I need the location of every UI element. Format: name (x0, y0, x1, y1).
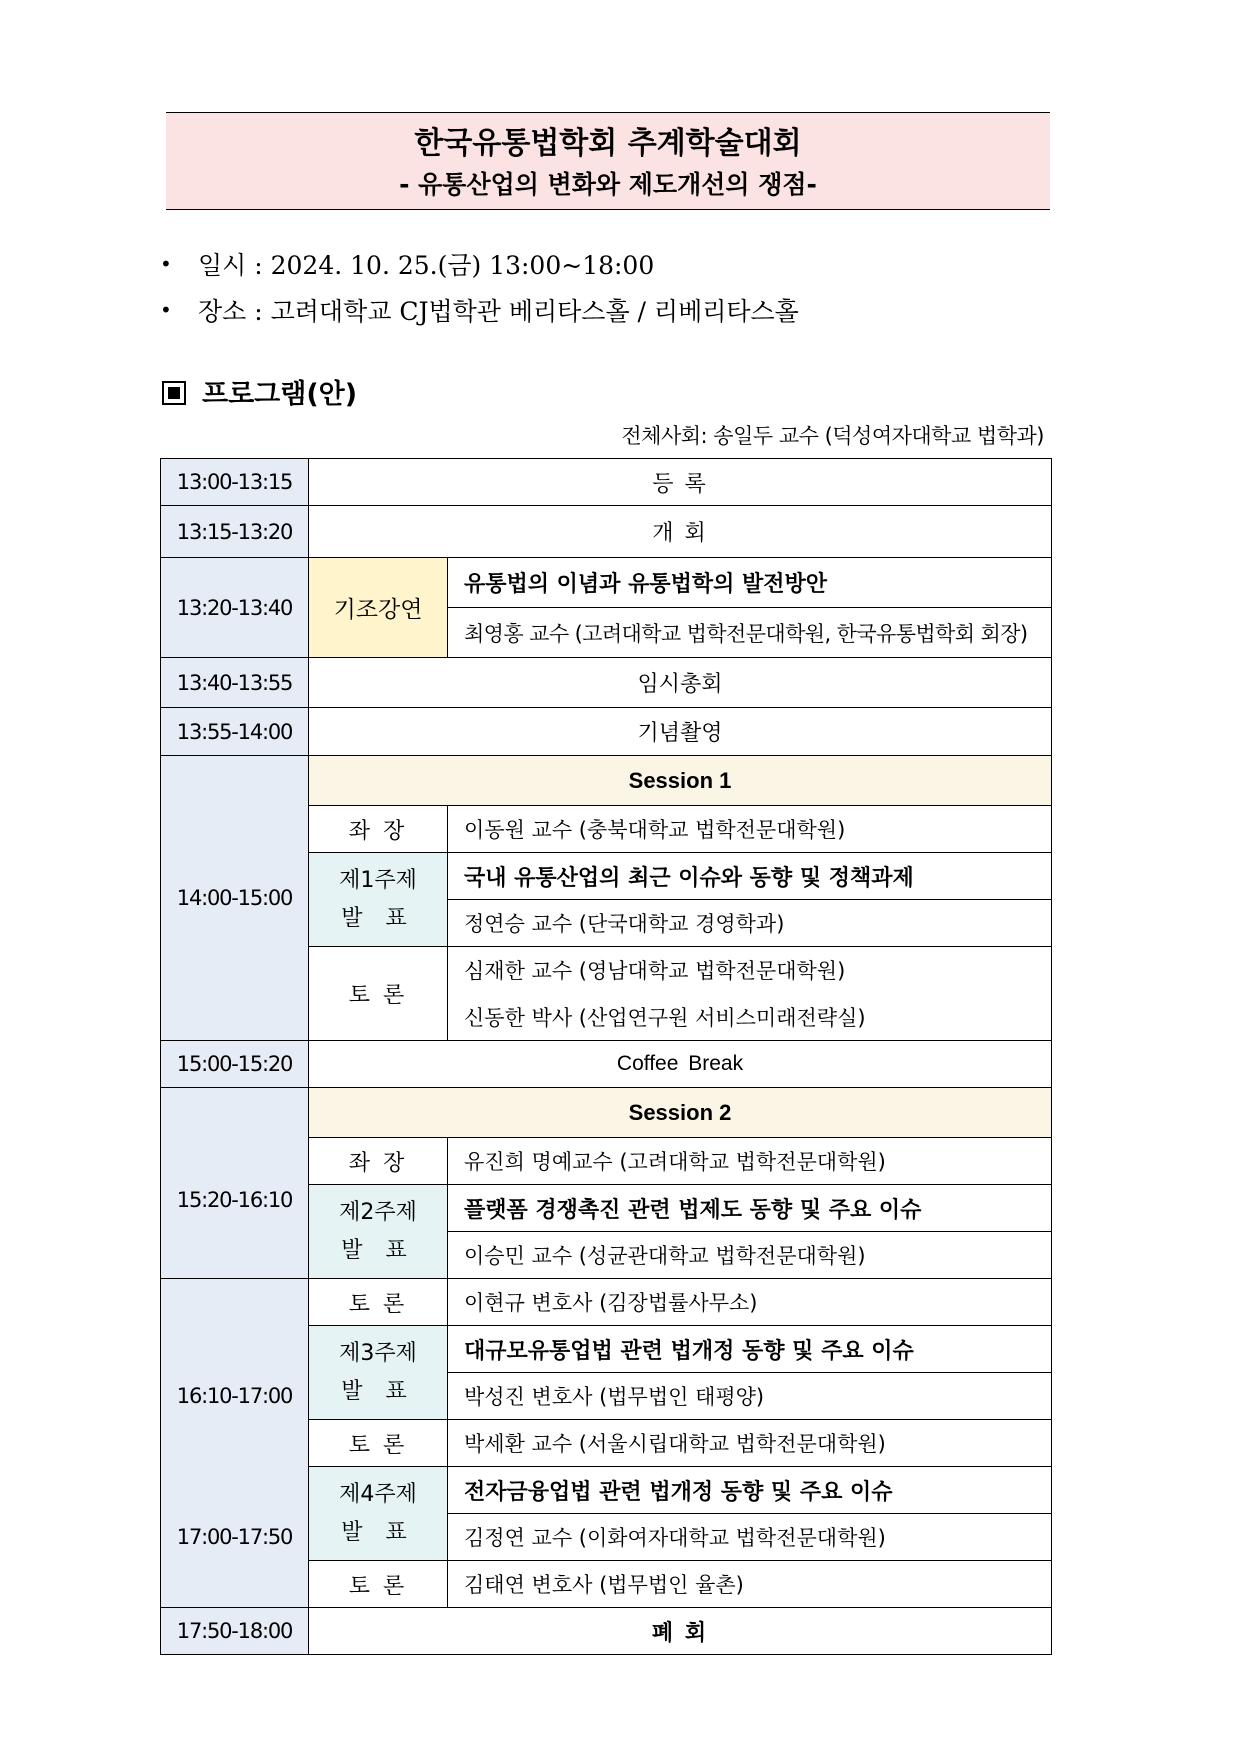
table-row (161, 558, 1052, 608)
document-subtitle: - 유통산업의 변화와 제도개선의 쟁점- (399, 170, 817, 199)
time-cell: 14:00-15:00 (161, 756, 309, 1041)
mc-info: 전체사회: 송일두 교수 (덕성여자대학교 법학과) (621, 424, 1044, 448)
topic4-presenter: 김정연 교수 (이화여자대학교 법학전문대학원) (448, 1514, 1052, 1561)
opening-cell: 개 회 (309, 506, 1052, 558)
time-cell: 13:00-13:15 (161, 459, 309, 506)
title-box (166, 112, 1050, 210)
topic4-discussant: 김태연 변호사 (법무법인 율촌) (448, 1561, 1052, 1608)
table-row (161, 708, 1052, 756)
info-datetime (160, 246, 654, 282)
table-row (161, 459, 1052, 506)
topic4-label-cell (309, 1467, 448, 1561)
square-bullet-icon (162, 381, 186, 405)
time-cell: 16:10-17:00 (161, 1326, 309, 1467)
topic3-title: 대규모유통업법 관련 법개정 동향 및 주요 이슈 (448, 1326, 1052, 1373)
table-row (161, 1467, 1052, 1514)
session1-header: Session 1 (309, 756, 1052, 806)
topic3-label: 제3주제 (339, 1340, 417, 1366)
photo-cell: 기념촬영 (309, 708, 1052, 756)
topic3-discussant: 박세환 교수 (서울시립대학교 법학전문대학원) (448, 1420, 1052, 1467)
time-cell: 17:50-18:00 (161, 1608, 309, 1655)
discuss-label: 토 론 (309, 1279, 448, 1326)
topic4-title: 전자금융업법 관련 법개정 동향 및 주요 이슈 (448, 1467, 1052, 1514)
topic2-presenter: 이승민 교수 (성균관대학교 법학전문대학원) (448, 1232, 1052, 1279)
time-cell: 13:15-13:20 (161, 506, 309, 558)
topic1-label-cell (309, 853, 448, 947)
time-cell: 15:00-15:20 (161, 1041, 309, 1088)
chair-label: 좌 장 (309, 806, 448, 853)
topic2-label: 제2주제 (339, 1199, 417, 1225)
table-row (161, 1279, 1052, 1326)
time-cell: 17:00-17:50 (161, 1467, 309, 1608)
discussant-1: 심재한 교수 (영남대학교 법학전문대학원) (448, 947, 1052, 994)
table-row (161, 1088, 1052, 1138)
document-title: 한국유통법학회 추계학술대회 (414, 126, 802, 161)
time-cell: 13:20-13:40 (161, 558, 309, 658)
program-table (160, 458, 1052, 1655)
chair-name: 이동원 교수 (충북대학교 법학전문대학원) (448, 806, 1052, 853)
present-label: 발 표 (341, 1378, 415, 1404)
venue-text: 장소 : 고려대학교 CJ법학관 베리타스홀 / 리베리타스홀 (198, 297, 799, 326)
table-row (161, 1608, 1052, 1655)
table-row (161, 756, 1052, 806)
time-cell: 13:55-14:00 (161, 708, 309, 756)
session2-header: Session 2 (309, 1088, 1052, 1138)
topic3-label-cell (309, 1326, 448, 1420)
keynote-speaker: 최영홍 교수 (고려대학교 법학전문대학원, 한국유통법학회 회장) (448, 608, 1052, 658)
topic2-discussant: 이현규 변호사 (김장법률사무소) (448, 1279, 1052, 1326)
topic1-presenter: 정연승 교수 (단국대학교 경영학과) (448, 900, 1052, 947)
closing-cell: 폐 회 (309, 1608, 1052, 1655)
program-heading-text: 프로그램(안) (202, 379, 358, 410)
datetime-text: 일시 : 2024. 10. 25.(금) 13:00~18:00 (198, 251, 655, 280)
program-heading (162, 372, 357, 411)
bullet-icon: • (160, 298, 172, 322)
discussant-2: 신동한 박사 (산업연구원 서비스미래전략실) (448, 994, 1052, 1041)
topic4-label: 제4주제 (339, 1481, 417, 1507)
topic1-title: 국내 유통산업의 최근 이슈와 동향 및 정책과제 (448, 853, 1052, 900)
discuss-label: 토 론 (309, 1420, 448, 1467)
time-cell: 13:40-13:55 (161, 658, 309, 708)
topic3-presenter: 박성진 변호사 (법무법인 태평양) (448, 1373, 1052, 1420)
topic2-label-cell (309, 1185, 448, 1279)
keynote-label: 기조강연 (309, 558, 448, 658)
meeting-cell: 임시총회 (309, 658, 1052, 708)
registration-cell: 등 록 (309, 459, 1052, 506)
topic2-title: 플랫폼 경쟁촉진 관련 법제도 동향 및 주요 이슈 (448, 1185, 1052, 1232)
present-label: 발 표 (341, 1519, 415, 1545)
time-spacer (161, 1279, 309, 1326)
discuss-label: 토 론 (309, 947, 448, 1041)
bullet-icon: • (160, 252, 172, 276)
coffee-break-cell: Coffee Break (309, 1041, 1052, 1088)
discuss-label: 토 론 (309, 1561, 448, 1608)
info-venue (160, 292, 799, 328)
chair-label: 좌 장 (309, 1138, 448, 1185)
table-row (161, 1326, 1052, 1373)
table-row (161, 1041, 1052, 1088)
topic1-label: 제1주제 (339, 867, 417, 893)
present-label: 발 표 (341, 905, 415, 931)
present-label: 발 표 (341, 1237, 415, 1263)
chair-name: 유진희 명예교수 (고려대학교 법학전문대학원) (448, 1138, 1052, 1185)
keynote-title: 유통법의 이념과 유통법학의 발전방안 (448, 558, 1052, 608)
table-row (161, 506, 1052, 558)
time-cell: 15:20-16:10 (161, 1088, 309, 1279)
table-row (161, 658, 1052, 708)
